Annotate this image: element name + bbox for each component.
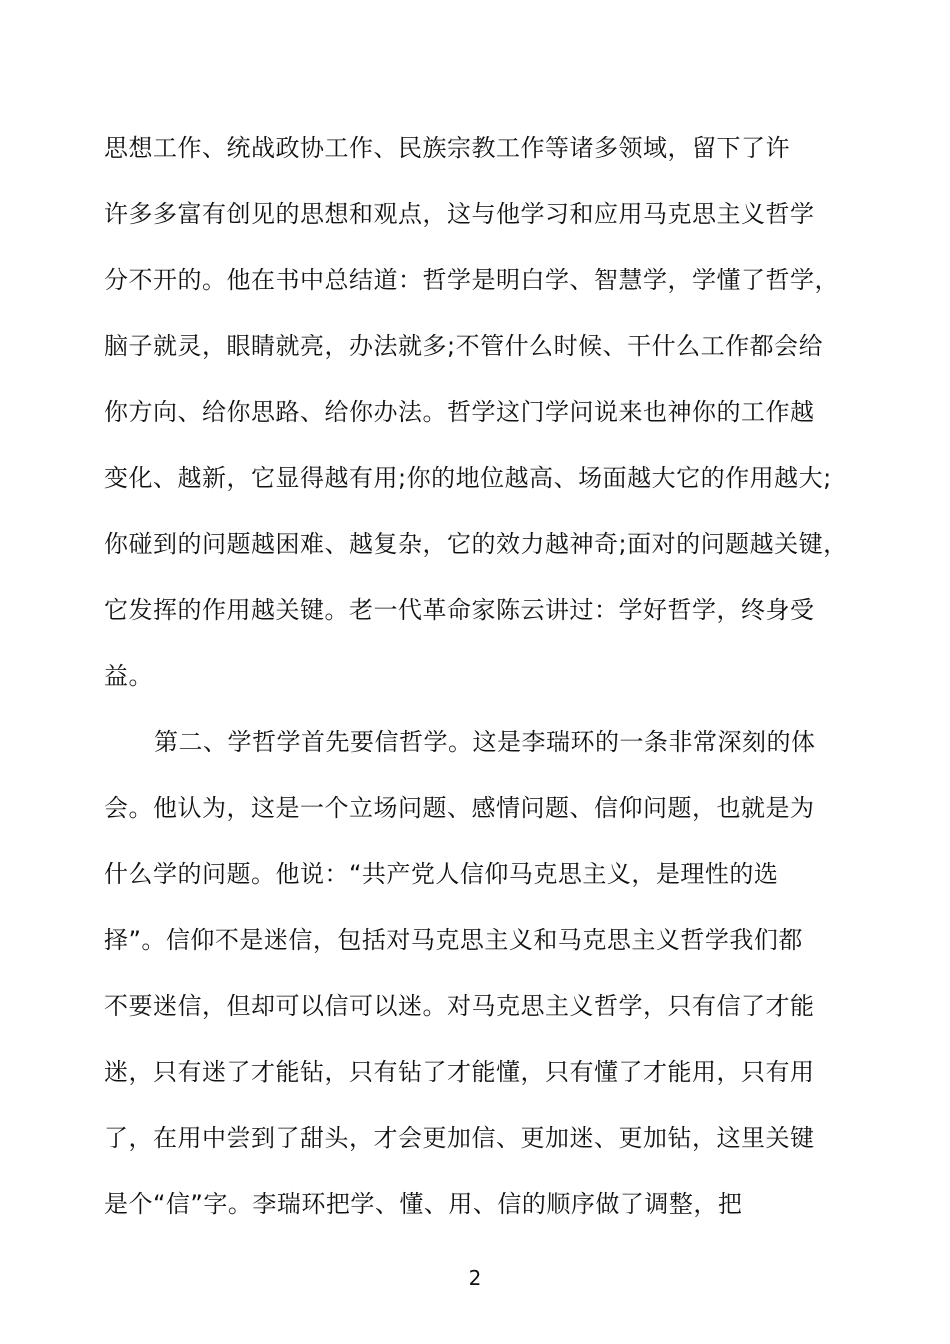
paragraph-start-line: 第二、学哲学首先要信哲学。这是李瑞环的一条非常深刻的体 xyxy=(154,728,816,756)
body-text xyxy=(104,128,864,1250)
text-line: 脑子就灵，眼睛就亮，办法就多;不管什么时候、干什么工作都会给 xyxy=(104,332,824,360)
text-line: 是个“信”字。李瑞环把学、懂、用、信的顺序做了调整，把 xyxy=(104,1190,743,1218)
text-line: 许多多富有创见的思想和观点，这与他学习和应用马克思主义哲学 xyxy=(104,200,815,228)
text-line: 会。他认为，这是一个立场问题、感情问题、信仰问题，也就是为 xyxy=(104,794,815,822)
text-line: 择”。信仰不是迷信，包括对马克思主义和马克思主义哲学我们都 xyxy=(104,926,803,954)
page-number: 2 xyxy=(468,1266,482,1290)
text-line: 你碰到的问题越困难、越复杂，它的效力越神奇;面对的问题越关键， xyxy=(104,530,848,558)
text-line: 什么学的问题。他说：“共产党人信仰马克思主义，是理性的选 xyxy=(104,860,779,888)
text-line: 不要迷信，但却可以信可以迷。对马克思主义哲学，只有信了才能 xyxy=(104,992,815,1020)
text-line: 迷，只有迷了才能钻，只有钻了才能懂，只有懂了才能用，只有用 xyxy=(104,1058,815,1086)
text-line: 了，在用中尝到了甜头，才会更加信、更加迷、更加钻，这里关键 xyxy=(104,1124,815,1152)
text-line: 变化、越新，它显得越有用;你的地位越高、场面越大它的作用越大; xyxy=(104,464,832,492)
text-line: 分不开的。他在书中总结道：哲学是明白学、智慧学，学懂了哲学， xyxy=(104,266,839,294)
text-line: 益。 xyxy=(104,662,153,690)
text-line: 它发挥的作用越关键。老一代革命家陈云讲过：学好哲学，终身受 xyxy=(104,596,815,624)
text-line: 你方向、给你思路、给你办法。哲学这门学问说来也神你的工作越 xyxy=(104,398,815,426)
text-line: 思想工作、统战政协工作、民族宗教工作等诸多领域，留下了许 xyxy=(104,134,790,162)
